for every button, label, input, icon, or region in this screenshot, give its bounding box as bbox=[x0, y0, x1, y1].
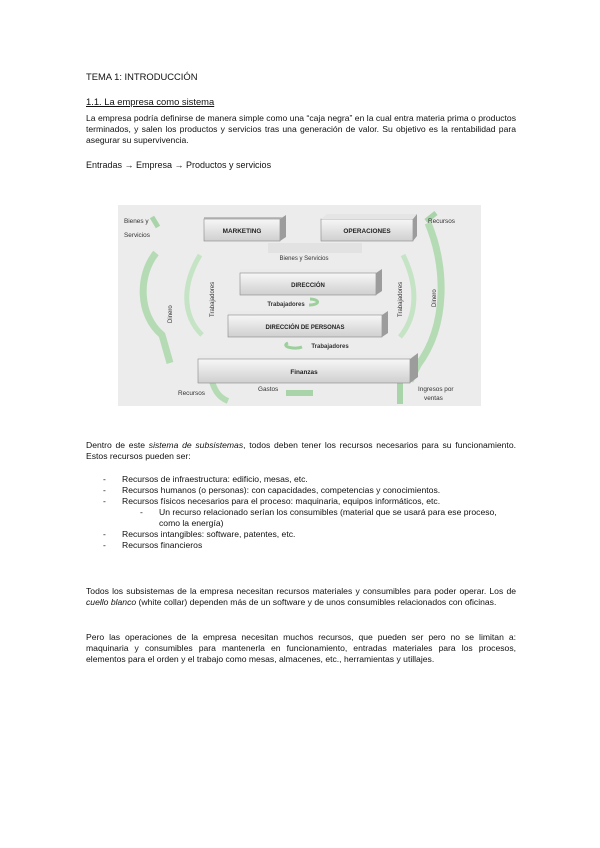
left-inner-arrow bbox=[187, 255, 202, 335]
direccion-label: DIRECCIÓN bbox=[291, 283, 325, 289]
list-subitem: - Un recurso relacionado serían los consumibles (material que se usará para ese proceso, como la energía) bbox=[103, 507, 519, 529]
recursos-bottom: Recursos bbox=[178, 390, 205, 397]
dinero-left: Dinero bbox=[168, 305, 174, 323]
operations-paragraph: Pero las operaciones de la empresa necesitan muchos recursos, que pueden ser pero no se limitan a: maquinaria y consumibles para mantenerla en funcionamiento, entradas materiales para los procesos, elementos para el orden y el trabajo como mesas, almacenes, etc., herramientas y utillajes. bbox=[86, 632, 516, 664]
recursos-top: Recursos bbox=[428, 218, 455, 225]
direccion-cycle-icon bbox=[309, 299, 318, 305]
ingresos-1: Ingresos por bbox=[418, 386, 454, 393]
topic-title: TEMA 1: INTRODUCCIÓN bbox=[86, 71, 198, 82]
white-collar-paragraph: Todos los subsistemas de la empresa necesitan recursos materiales y consumibles para poder operar. Los de cuello blanco (white collar) dependen más de un software y de unos consumibles relacionados con oficinas. bbox=[86, 586, 516, 607]
list-item: - Recursos intangibles: software, patentes, etc. bbox=[103, 529, 523, 540]
section-heading: 1.1. La empresa como sistema bbox=[86, 96, 215, 107]
intro-paragraph: La empresa podría definirse de manera simple como una “caja negra” en la cual entra materia prima o productos terminados, y salen los productos y servicios tras una generación de valor. Su objetivo es la rentabilidad para asegurar su supervivencia. bbox=[86, 113, 516, 145]
ingresos-2: ventas bbox=[424, 395, 443, 402]
trabajadores-finanzas: Trabajadores bbox=[311, 344, 349, 350]
bienes-servicios-in-2: Servicios bbox=[124, 232, 150, 239]
gastos-label: Gastos bbox=[258, 386, 279, 393]
list-item: - Recursos físicos necesarios para el proceso: maquinaria, equipos informáticos, etc. bbox=[103, 496, 523, 507]
left-outer-arrow bbox=[143, 253, 170, 363]
top-left-arrow bbox=[152, 217, 158, 227]
marketing-label: MARKETING bbox=[222, 228, 262, 235]
subsystems-paragraph: Dentro de este sistema de subsistemas, todos deben tener los recursos necesarios para su funcionamiento. Estos recursos pueden ser: bbox=[86, 440, 516, 461]
trabajadores-right: Trabajadores bbox=[398, 281, 404, 317]
company-system-diagram bbox=[118, 205, 481, 406]
finanzas-label: Finanzas bbox=[290, 369, 318, 376]
list-item: - Recursos humanos (o personas): con capacidades, competencias y conocimientos. bbox=[103, 485, 523, 496]
diagram-svg bbox=[118, 205, 481, 406]
trabajadores-direccion: Trabajadores bbox=[267, 302, 305, 308]
personas-cycle-icon bbox=[286, 343, 302, 348]
list-item: - Recursos financieros bbox=[103, 540, 523, 551]
flow-line: Entradas → Empresa → Productos y servicios bbox=[86, 160, 272, 170]
trabajadores-left: Trabajadores bbox=[210, 281, 216, 317]
bienes-servicios-band bbox=[268, 243, 362, 253]
dinero-right: Dinero bbox=[432, 289, 438, 307]
operaciones-label: OPERACIONES bbox=[343, 228, 391, 235]
direccion-personas-label: DIRECCIÓN DE PERSONAS bbox=[265, 325, 345, 331]
bienes-servicios-mid: Bienes y Servicios bbox=[279, 256, 329, 262]
list-item: - Recursos de infraestructura: edificio, mesas, etc. bbox=[103, 474, 523, 485]
resources-list bbox=[103, 474, 523, 551]
bienes-servicios-in-1: Bienes y bbox=[124, 218, 149, 225]
